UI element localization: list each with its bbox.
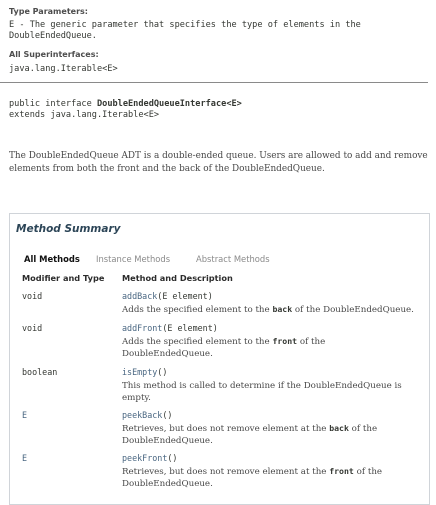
method-params: (E element) bbox=[162, 323, 218, 333]
method-description bbox=[122, 466, 422, 490]
modifier-type-link[interactable]: E bbox=[22, 453, 28, 463]
modifier-type-link[interactable]: E bbox=[22, 410, 28, 420]
method-params: (E element) bbox=[157, 291, 213, 301]
method-summary-panel bbox=[9, 213, 430, 505]
method-summary-title: Method Summary bbox=[16, 223, 121, 235]
method-params: () bbox=[167, 453, 178, 463]
desc-line2: DoubleEndedQueue. bbox=[122, 348, 213, 359]
modifier-type: void bbox=[22, 291, 43, 301]
interface-signature bbox=[9, 99, 242, 110]
desc-text: Retrieves, but does not remove element at the bbox=[122, 424, 330, 434]
desc-text: Adds the specified element to the bbox=[122, 337, 273, 347]
desc-line2: DoubleEndedQueue. bbox=[122, 478, 213, 489]
type-parameter-desc-line1: - The generic parameter that specifies the type of elements in the bbox=[14, 20, 361, 30]
method-name[interactable]: peekBack bbox=[122, 410, 163, 420]
superinterface-link[interactable]: java.lang.Iterable<E> bbox=[9, 64, 118, 74]
column-header-method: Method and Description bbox=[122, 273, 233, 283]
method-link-peekfront[interactable] bbox=[122, 453, 177, 463]
method-link-isempty[interactable] bbox=[122, 367, 167, 377]
column-header-modifier: Modifier and Type bbox=[22, 273, 105, 283]
method-name[interactable]: isEmpty bbox=[122, 367, 158, 377]
method-description bbox=[122, 423, 422, 447]
desc-text: of the bbox=[348, 424, 378, 434]
desc-keyword: back bbox=[272, 304, 293, 314]
method-link-addfront[interactable] bbox=[122, 323, 218, 333]
type-parameter-name: E bbox=[9, 20, 15, 30]
desc-keyword: front bbox=[329, 466, 354, 476]
desc-keyword: back bbox=[329, 423, 349, 433]
method-name[interactable]: peekFront bbox=[122, 453, 168, 463]
method-description bbox=[122, 380, 422, 404]
type-parameter-line1 bbox=[9, 20, 361, 30]
desc-line2: empty. bbox=[122, 392, 151, 403]
method-link-addback[interactable] bbox=[122, 291, 213, 301]
description-line2: elements from both the front and the back of the DoubleEndedQueue. bbox=[9, 163, 325, 174]
tab-abstract-methods[interactable]: Abstract Methods bbox=[196, 254, 270, 264]
desc-text: Adds the specified element to the bbox=[122, 305, 273, 315]
desc-text: This method is called to determine if the DoubleEndedQueue is bbox=[122, 381, 402, 391]
desc-text: of the bbox=[353, 467, 383, 477]
method-name[interactable]: addFront bbox=[122, 323, 163, 333]
interface-description bbox=[9, 150, 429, 175]
section-divider bbox=[0, 82, 428, 83]
desc-text: of the DoubleEndedQueue. bbox=[292, 305, 414, 315]
method-name[interactable]: addBack bbox=[122, 291, 158, 301]
method-description bbox=[122, 336, 422, 360]
modifier-type: void bbox=[22, 323, 43, 333]
superinterfaces-label: All Superinterfaces: bbox=[9, 50, 99, 59]
method-description bbox=[122, 304, 422, 317]
desc-keyword: front bbox=[272, 336, 298, 346]
type-parameters-label: Type Parameters: bbox=[9, 7, 88, 16]
desc-line2: DoubleEndedQueue. bbox=[122, 435, 213, 446]
tab-instance-methods[interactable]: Instance Methods bbox=[96, 254, 171, 264]
description-line1: The DoubleEndedQueue ADT is a double-ended queue. Users are allowed to add and remove bbox=[9, 151, 428, 161]
signature-prefix: public interface bbox=[9, 99, 97, 109]
method-params: () bbox=[162, 410, 173, 420]
method-params: () bbox=[157, 367, 168, 377]
type-parameter-desc-line2: DoubleEndedQueue. bbox=[9, 31, 97, 41]
interface-name: DoubleEndedQueueInterface<E> bbox=[96, 99, 242, 109]
method-link-peekback[interactable] bbox=[122, 410, 172, 420]
interface-extends: extends java.lang.Iterable<E> bbox=[9, 110, 160, 120]
modifier-type: boolean bbox=[22, 367, 58, 377]
tab-all-methods[interactable]: All Methods bbox=[24, 254, 80, 264]
desc-text: of the bbox=[297, 337, 326, 347]
desc-text: Retrieves, but does not remove element at the bbox=[122, 467, 330, 477]
